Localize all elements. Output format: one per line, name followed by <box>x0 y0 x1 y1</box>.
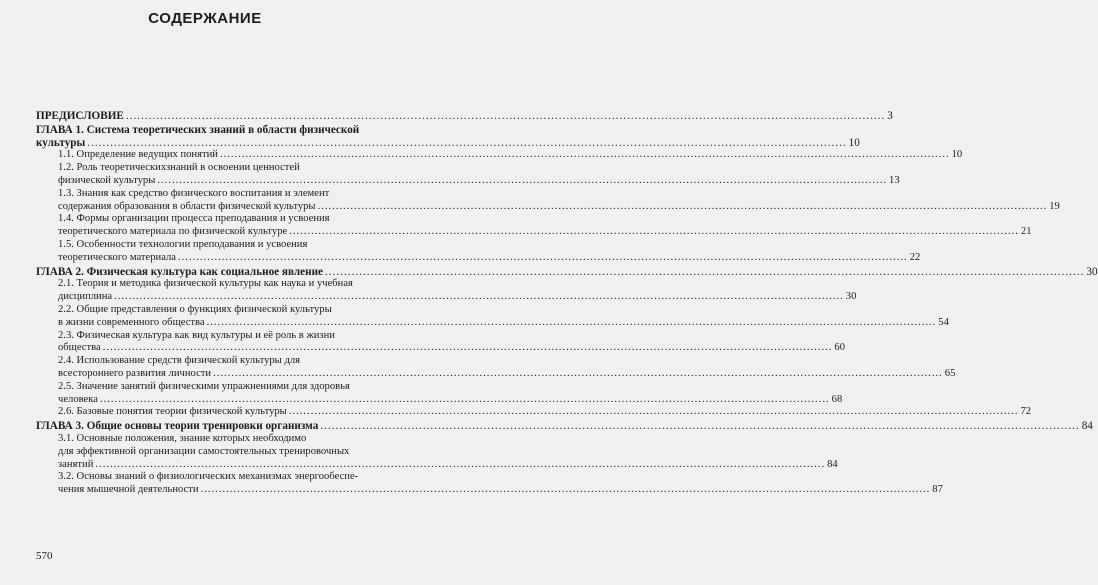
toc-page-number: 19 <box>1049 200 1060 212</box>
toc-entry-text: 3.1. Основные положения, знание которых необходимо <box>58 432 307 444</box>
toc-entry-text: ГЛАВА 3. Общие основы теории тренировки организма <box>36 420 319 433</box>
toc-entry-text: 2.1. Теория и методика физической культуры как наука и учебная <box>58 278 353 290</box>
toc-entry-text: дисциплина <box>58 291 113 303</box>
toc-leader-dots: ........................................................................................................................................................................................................ <box>178 251 908 263</box>
toc-section-entry <box>36 380 843 407</box>
toc-leader-dots: ........................................................................................................................................................................................................ <box>99 393 830 405</box>
toc-entry-text: ПРЕДИСЛОВИЕ <box>36 110 124 122</box>
toc-section-entry <box>36 303 949 330</box>
toc-entry-text: человека <box>58 393 98 405</box>
toc-leader-dots: ........................................................................................................................................................................................................ <box>102 342 833 354</box>
toc-entry-text: 1.1. Определение ведущих понятий <box>58 149 218 161</box>
toc-section-entry <box>36 471 943 497</box>
toc-leader-dots: ........................................................................................................................................................................................................ <box>288 406 1019 418</box>
toc-chapter-entry <box>36 265 1098 279</box>
toc-leader-dots: ........................................................................................................................................................................................................ <box>157 174 888 186</box>
toc-leader-dots: ........................................................................................................................................................................................................ <box>200 484 931 496</box>
toc-page-number: 10 <box>848 136 860 149</box>
toc-entry-text: 1.2. Роль теоретическихзнаний в освоении ценностей <box>58 162 300 174</box>
toc-leader-dots: ........................................................................................................................................................................................................ <box>219 149 950 161</box>
toc-entry-text: 1.5. Особенности технологии преподавания и усвоения <box>58 238 308 250</box>
toc-leader-dots: ........................................................................................................................................................................................................ <box>114 291 844 303</box>
toc-entry-text: физической культуры <box>58 174 156 186</box>
toc-chapter-entry <box>36 123 860 150</box>
toc-entry-text: всестороннего развития личности <box>58 367 212 379</box>
toc-page-number: 21 <box>1020 226 1032 238</box>
toc-section-entry <box>36 329 845 356</box>
toc-section-entry <box>36 187 1060 214</box>
toc-entry-text: 2.3. Физическая культура как вид культуры и её роль в жизни <box>58 329 335 341</box>
toc-leader-dots: ........................................................................................................................................................................................................ <box>125 110 886 122</box>
toc-entry-text: культуры <box>36 136 86 149</box>
toc-section-entry <box>36 406 1032 419</box>
toc-leader-dots: ........................................................................................................................................................................................................ <box>95 458 826 470</box>
toc-entry-text: 3.2. Основы знаний о физиологических механизмах энергообеспе- <box>58 471 359 483</box>
toc-section-entry <box>36 355 956 381</box>
toc-page-number: 3 <box>887 110 893 122</box>
toc-page-number: 87 <box>932 484 943 496</box>
toc-entry-text: 2.2. Общие представления о функциях физической культуры <box>58 303 332 315</box>
toc-entry-text: в жизни современного общества <box>58 316 205 328</box>
toc-chapter-entry <box>36 110 893 123</box>
toc-page-number: 84 <box>1081 420 1093 433</box>
toc-leader-dots: ........................................................................................................................................................................................................ <box>289 226 1019 238</box>
toc-leader-dots: ........................................................................................................................................................................................................ <box>324 265 1085 278</box>
toc-page-number: 30 <box>845 291 857 303</box>
toc-page-number: 54 <box>938 316 949 328</box>
page-title: СОДЕРЖАНИЕ <box>148 10 262 27</box>
toc-section-entry <box>36 149 963 162</box>
toc-entry-text: содержания образования в области физической культуры <box>58 200 316 212</box>
toc-entry-text: 2.5. Значение занятий физическими упражнениями для здоровья <box>58 380 350 392</box>
toc-entry-text: ГЛАВА 2. Физическая культура как социальное явление <box>36 265 323 278</box>
toc-section-entry <box>36 278 857 304</box>
toc-leader-dots: ........................................................................................................................................................................................................ <box>87 136 847 149</box>
toc-entry-text: общества <box>58 342 101 354</box>
toc-entry-text: 1.3. Знания как средство физического воспитания и элемент <box>58 187 330 199</box>
toc-page-number: 60 <box>834 342 845 354</box>
toc-page-number: 84 <box>827 458 838 470</box>
table-of-contents <box>36 109 1098 497</box>
toc-entry-text: ГЛАВА 1. Система теоретических знаний в области физической <box>36 123 360 136</box>
toc-leader-dots: ........................................................................................................................................................................................................ <box>317 200 1048 212</box>
toc-page-number: 10 <box>951 149 963 161</box>
toc-page-number: 13 <box>889 174 900 186</box>
toc-section-entry <box>36 432 838 471</box>
toc-entry-text: 1.4. Формы организации процесса преподавания и усвоения <box>58 213 330 225</box>
page-number: 570 <box>36 550 53 562</box>
toc-leader-dots: ........................................................................................................................................................................................................ <box>206 316 937 328</box>
toc-page-number: 65 <box>944 367 956 379</box>
toc-page-number: 72 <box>1020 406 1032 418</box>
toc-entry-text: 2.6. Базовые понятия теории физической культуры <box>58 406 287 418</box>
toc-page-number: 22 <box>909 251 921 263</box>
toc-chapter-entry <box>36 420 1093 433</box>
toc-leader-dots: ........................................................................................................................................................................................................ <box>320 420 1080 433</box>
toc-entry-text: 2.4. Использование средств физической культуры для <box>58 355 300 367</box>
toc-entry-text: чения мышечной деятельности <box>58 484 199 496</box>
toc-entry-text: занятий <box>58 458 94 470</box>
toc-entry-text: для эффективной организации самостоятельных тренировочных <box>58 445 350 457</box>
toc-entry-text: теоретического материала по физической культуре <box>58 226 288 238</box>
toc-section-entry <box>36 162 900 188</box>
toc-entry-text: теоретического материала <box>58 251 176 263</box>
toc-page-number: 68 <box>831 393 843 405</box>
toc-section-entry <box>36 238 921 265</box>
toc-page-number: 30 <box>1086 265 1098 278</box>
toc-leader-dots: ........................................................................................................................................................................................................ <box>213 367 943 379</box>
toc-section-entry <box>36 213 1032 239</box>
